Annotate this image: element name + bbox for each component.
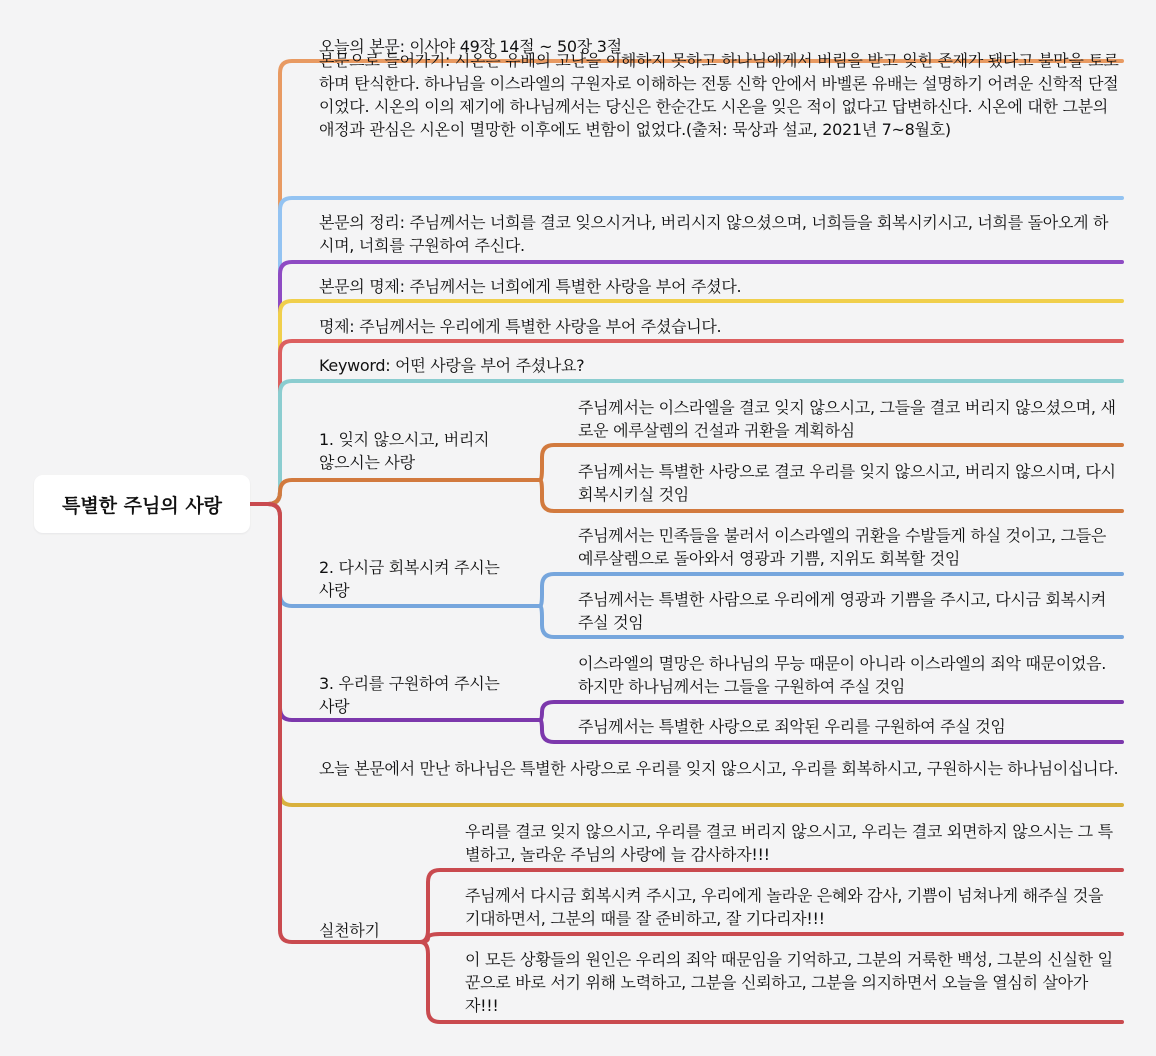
node-p3-item-2[interactable]: 주님께서는 특별한 사랑으로 죄악된 우리를 구원하여 주실 것임: [578, 717, 1006, 736]
node-practice-label[interactable]: 실천하기: [319, 921, 380, 940]
node-p2-item-1[interactable]: 주님께서는 민족들을 불러서 이스라엘의 귀환을 수발들게 하실 것이고, 그들은 예루살렘으로 돌아와서 영광과 기쁨, 지위도 회복할 것임: [578, 526, 1111, 568]
root-node[interactable]: 특별한 주님의 사랑: [34, 475, 250, 533]
node-statement[interactable]: 명제: 주님께서는 우리에게 특별한 사랑을 부어 주셨습니다.: [319, 317, 722, 336]
connector-practice-b: [418, 934, 1122, 942]
node-p2-item-2[interactable]: 주님께서는 특별한 사람으로 우리에게 영광과 기쁨을 주시고, 다시금 회복시켜 주실 것임: [578, 590, 1111, 632]
node-intro[interactable]: 본문으로 들어가기: 시온은 유배의 고난을 이해하지 못하고 하나님에게서 버림을 받고 잊힌 존재가 됐다고 불만을 토로하며 탄식한다. 하나님을 이스라엘의 구원자로 이해하는 전통 신학 안에서 바벨론 유배는 설명하기 어려운 신학적 단절이었다. 시온의 이의 제기에 하나님께서는 당신은 한순간도 시온을 잊은 적이 없다고 답변하신다. 시온에 대한 그분의 애정과 관심은 시온이 멸망한 이후에도 변함이 없었다.(출처: 묵상과 설교, 2021년 7~8월호): [319, 51, 1119, 139]
connector-p1: [250, 480, 530, 504]
node-today-text[interactable]: 오늘의 본문: 이사야 49장 14절 ~ 50장 3절: [319, 37, 622, 56]
node-summary[interactable]: 본문의 정리: 주님께서는 너희를 결코 잊으시거나, 버리시지 않으셨으며, 너희들을 회복시키시고, 너희를 돌아오게 하시며, 너희를 구원하여 주신다.: [319, 213, 1109, 255]
node-practice-item-2[interactable]: 주님께서 다시금 회복시켜 주시고, 우리에게 놀라운 은혜와 감사, 기쁨이 넘쳐나게 해주실 것을 기대하면서, 그분의 때를 잘 준비하고, 잘 기다리자!!!: [465, 886, 1108, 928]
node-p1-item-2[interactable]: 주님께서는 특별한 사랑으로 결코 우리를 잊지 않으시고, 버리지 않으시며, 다시 회복시키실 것임: [578, 462, 1121, 504]
node-keyword[interactable]: Keyword: 어떤 사랑을 부어 주셨나요?: [319, 356, 585, 375]
node-p3-label[interactable]: 3. 우리를 구원하여 주시는 사랑: [319, 674, 505, 716]
node-proposition[interactable]: 본문의 명제: 주님께서는 너희에게 특별한 사랑을 부어 주셨다.: [319, 277, 742, 296]
node-p1-item-1[interactable]: 주님께서는 이스라엘을 결코 잊지 않으시고, 그들을 결코 버리지 않으셨으며, 새로운 에루살렘의 건설과 귀환을 계획하심: [578, 398, 1116, 440]
node-p1-label[interactable]: 1. 잊지 않으시고, 버리지 않으시는 사랑: [319, 430, 495, 472]
node-practice-item-3[interactable]: 이 모든 상황들의 원인은 우리의 죄악 때문임을 기억하고, 그분의 거룩한 백성, 그분의 신실한 일꾼으로 바로 서기 위해 노력하고, 그분을 신뢰하고, 그분을 의지하면서 오늘을 열심히 살아가자!!!: [465, 950, 1113, 1015]
node-conclusion[interactable]: 오늘 본문에서 만난 하나님은 특별한 사랑으로 우리를 잊지 않으시고, 우리를 회복하시고, 구원하시는 하나님이십니다.: [319, 759, 1119, 778]
node-p3-item-1[interactable]: 이스라엘의 멸망은 하나님의 무능 때문이 아니라 이스라엘의 죄악 때문이었음. 하지만 하나님께서는 그들을 구원하여 주실 것임: [578, 654, 1111, 696]
node-p2-label[interactable]: 2. 다시금 회복시켜 주시는 사랑: [319, 558, 505, 600]
node-practice-item-1[interactable]: 우리를 결코 잊지 않으시고, 우리를 결코 버리지 않으시고, 우리는 결코 외면하지 않으시는 그 특별하고, 놀라운 주님의 사랑에 늘 감사하자!!!: [465, 822, 1113, 864]
